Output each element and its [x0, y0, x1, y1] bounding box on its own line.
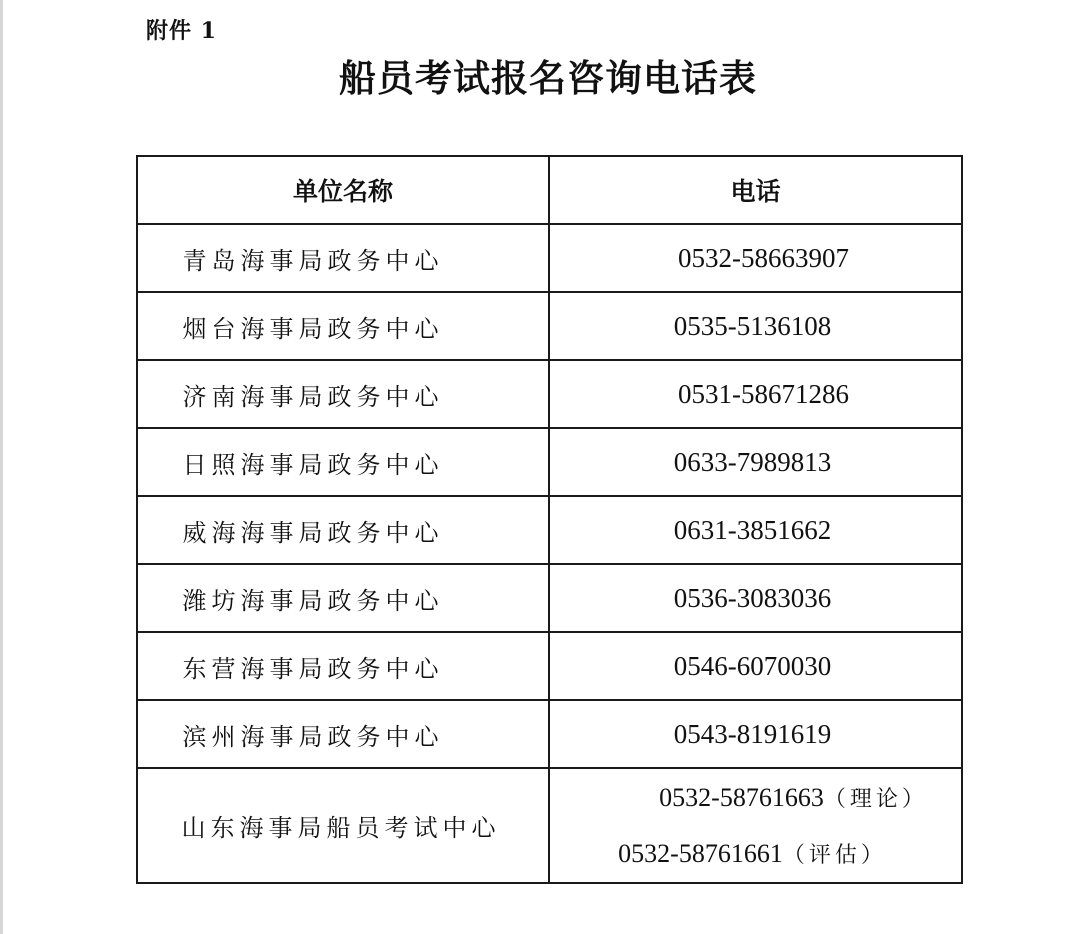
unit-cell [137, 496, 549, 564]
unit-name: 滨州海事局政务中心 [182, 722, 444, 751]
phone-number: 0536-3083036 [673, 582, 832, 613]
phone-note: （理论） [823, 786, 928, 812]
table-row [137, 496, 962, 564]
phone-cell [549, 700, 962, 768]
unit-cell [137, 564, 549, 632]
page-title: 船员考试报名咨询电话表 [339, 57, 757, 100]
unit-name: 青岛海事局政务中心 [182, 246, 444, 275]
phone-note: （评估） [782, 842, 887, 868]
unit-name: 威海海事局政务中心 [182, 518, 444, 547]
phone-cell [549, 496, 962, 564]
table-row [137, 700, 962, 768]
unit-name: 东营海事局政务中心 [182, 654, 444, 683]
unit-name: 山东海事局船员考试中心 [181, 814, 501, 842]
phone-number: 0532-58663907 [678, 242, 849, 273]
unit-name: 潍坊海事局政务中心 [182, 586, 444, 615]
attachment-label: 附件 1 [146, 18, 217, 44]
phone-entry [588, 782, 999, 812]
table-header-row [137, 156, 962, 224]
phone-number: 0546-6070030 [673, 650, 832, 681]
phone-number: 0633-7989813 [673, 446, 832, 477]
phone-cell [549, 632, 962, 700]
phone-cell [549, 564, 962, 632]
table-row [137, 428, 962, 496]
unit-name: 济南海事局政务中心 [182, 382, 444, 411]
phone-number: 0532-58761661 [618, 838, 783, 868]
header-phone: 电话 [549, 156, 962, 224]
phone-cell [549, 224, 962, 292]
table-row [137, 768, 962, 883]
unit-name: 日照海事局政务中心 [182, 450, 444, 479]
phone-number: 0543-8191619 [673, 718, 832, 749]
table-row [137, 564, 962, 632]
unit-cell [137, 292, 549, 360]
phone-number: 0532-58761663 [659, 782, 824, 812]
phone-cell [549, 428, 962, 496]
table-row [137, 632, 962, 700]
phone-cell [549, 292, 962, 360]
table-row [137, 224, 962, 292]
unit-cell [137, 428, 549, 496]
phone-number: 0531-58671286 [678, 378, 849, 409]
phone-cell [549, 768, 962, 883]
unit-cell [137, 224, 549, 292]
page-edge [0, 0, 3, 934]
header-unit-name: 单位名称 [137, 156, 549, 224]
phone-number: 0631-3851662 [673, 514, 832, 545]
phone-number: 0535-5136108 [673, 310, 832, 341]
unit-cell [137, 700, 549, 768]
unit-cell [137, 632, 549, 700]
phone-entry [547, 838, 958, 868]
contact-table [136, 155, 963, 884]
unit-cell [137, 360, 549, 428]
phone-cell [549, 360, 962, 428]
unit-cell [137, 768, 549, 883]
table-row [137, 292, 962, 360]
unit-name: 烟台海事局政务中心 [182, 314, 444, 343]
table-row [137, 360, 962, 428]
